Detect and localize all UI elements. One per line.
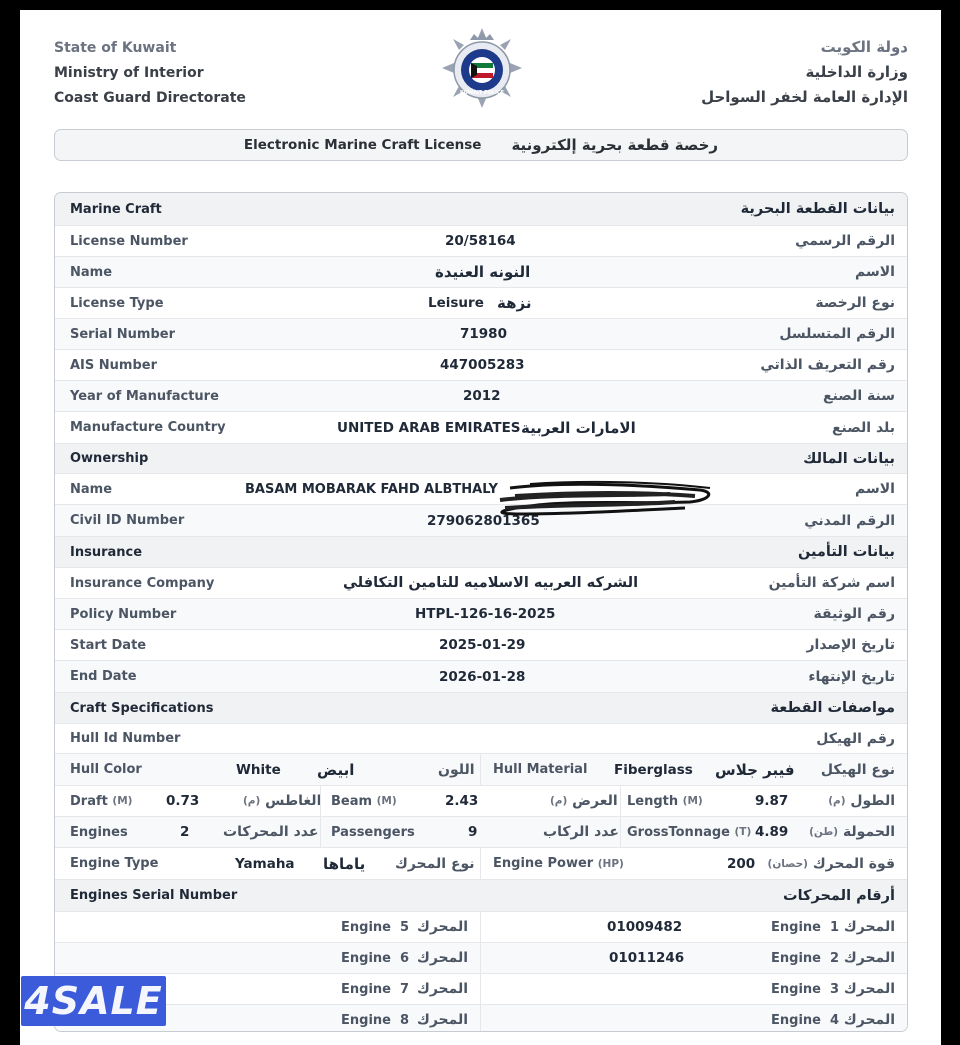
value-ar: الامارات العربية — [521, 418, 636, 437]
engine-type-label-en: Engine Type — [70, 856, 159, 871]
value-ar: نزهة — [497, 294, 532, 312]
engines-value: 2 — [180, 824, 190, 840]
engine-2-label-en: Engine — [771, 950, 821, 966]
label-ar: رقم التعريف الذاتي — [760, 357, 895, 373]
license-title-en: Electronic Marine Craft License — [243, 137, 482, 153]
header-state-ar: دولة الكويت — [820, 38, 908, 56]
section-title-ar: بيانات التأمين — [797, 544, 895, 560]
length-unit-en: (M) — [682, 795, 703, 807]
engine-3-label-en: Engine — [771, 981, 821, 997]
header-arabic — [701, 35, 908, 110]
engine-6-label-en: Engine — [341, 950, 391, 966]
row-start-date — [55, 629, 907, 660]
header-ministry: Ministry of Interior — [54, 65, 204, 81]
header-directorate-ar: الإدارة العامة لخفر السواحل — [701, 88, 908, 106]
label-en: End Date — [70, 669, 137, 684]
tonnage-label-en: GrossTonnage — [627, 824, 730, 840]
length-value: 9.87 — [755, 793, 789, 809]
engine-type-label-ar: نوع المحرك — [395, 855, 475, 872]
engine-5-label-ar: المحرك — [417, 919, 469, 935]
engine-3-num: 3 — [830, 981, 840, 997]
tonnage-unit-en: (T) — [734, 826, 752, 838]
section-specifications — [55, 692, 907, 723]
hull-color-value-ar: ابيض — [317, 760, 355, 779]
label-en: Insurance Company — [70, 575, 215, 591]
label-ar: الرقم المدني — [804, 512, 895, 529]
kuwait-police-emblem-icon — [440, 26, 524, 110]
row-end-date — [55, 660, 907, 692]
label-en: Year of Manufacture — [70, 388, 219, 404]
label-ar: سنة الصنع — [823, 388, 895, 404]
row-engines-2-6 — [55, 942, 907, 973]
section-title-en: Ownership — [70, 451, 149, 466]
value: الشركه العربيه الاسلاميه للتامين التكافلي — [343, 575, 639, 591]
row-serial-number — [55, 318, 907, 349]
header-directorate: Coast Guard Directorate — [54, 90, 246, 106]
row-dimensions — [55, 785, 907, 816]
label-en: Start Date — [70, 637, 147, 653]
redaction-scribble-icon — [470, 480, 720, 520]
engine-1-num: 1 — [830, 919, 840, 935]
label-ar: اسم شركة التأمين — [768, 575, 895, 591]
section-engines-serial — [55, 879, 907, 911]
label-en: License Type — [70, 295, 164, 311]
label-ar: تاريخ الإنتهاء — [808, 668, 895, 685]
section-title-ar: بيانات القطعة البحرية — [740, 201, 895, 217]
license-page — [20, 10, 941, 1045]
section-title-en: Craft Specifications — [70, 700, 214, 716]
header-ministry-ar: وزارة الداخلية — [805, 63, 908, 81]
license-details-card — [54, 192, 908, 1032]
label-en: AIS Number — [70, 357, 158, 373]
license-title-ar: رخصة قطعة بحرية إلكترونية — [511, 136, 719, 154]
draft-unit-ar: (م) — [243, 795, 261, 807]
row-year — [55, 380, 907, 411]
section-marine-craft — [55, 193, 907, 225]
label-en: License Number — [70, 233, 188, 249]
beam-label-ar: العرض — [572, 793, 618, 809]
engine-power-unit-en: (HP) — [597, 857, 624, 870]
value: 20/58164 — [445, 233, 516, 249]
engine-2-serial: 01011246 — [609, 950, 685, 966]
row-hull-color-material — [55, 753, 907, 785]
engine-4-label-en: Engine — [771, 1012, 821, 1028]
hull-material-label-ar: نوع الهيكل — [820, 761, 895, 778]
draft-label-en: Draft — [70, 793, 108, 809]
row-name — [55, 256, 907, 287]
label-ar: نوع الرخصة — [815, 295, 895, 311]
beam-unit-en: (M) — [376, 795, 397, 807]
label-en: Serial Number — [70, 326, 176, 342]
label-ar: بلد الصنع — [831, 419, 895, 436]
label-en: Civil ID Number — [70, 513, 185, 528]
hull-material-label-en: Hull Material — [493, 762, 588, 777]
engine-2-num: 2 — [830, 950, 840, 966]
engine-3-label-ar: المحرك — [843, 981, 895, 997]
engine-4-num: 4 — [830, 1012, 840, 1028]
tonnage-value: 4.89 — [755, 824, 789, 840]
watermark-text: 4SALE — [24, 979, 163, 1023]
value: HTPL-126-16-2025 — [415, 606, 556, 622]
label-en: Policy Number — [70, 606, 177, 622]
row-license-number — [55, 225, 907, 256]
row-engines-3-7 — [55, 973, 907, 1004]
section-ownership — [55, 443, 907, 473]
value-en: Leisure — [428, 295, 484, 311]
label-en: Manufacture Country — [70, 420, 226, 435]
passengers-value: 9 — [468, 824, 478, 840]
label-ar: الاسم — [855, 481, 895, 497]
hull-color-label-en: Hull Color — [70, 762, 142, 777]
passengers-label-en: Passengers — [331, 824, 415, 840]
label-ar: الرقم المتسلسل — [779, 326, 895, 342]
4sale-watermark — [21, 976, 166, 1026]
engine-6-label-ar: المحرك — [417, 950, 469, 966]
engine-1-serial: 01009482 — [607, 919, 683, 935]
section-title-en: Insurance — [70, 544, 143, 560]
row-hull-id — [55, 723, 907, 753]
logo-text: KUWAIT POLICE — [459, 90, 505, 96]
length-label-en: Length — [627, 793, 679, 809]
label-en: Hull Id Number — [70, 731, 181, 746]
beam-unit-ar: (م) — [550, 795, 568, 807]
engine-5-label-en: Engine — [341, 919, 391, 935]
tonnage-label-ar: الحمولة — [842, 824, 895, 840]
length-unit-ar: (م) — [828, 795, 846, 807]
section-title-ar: مواصفات القطعة — [770, 700, 895, 716]
license-title-box — [54, 129, 908, 161]
engine-5-num: 5 — [400, 919, 410, 935]
engine-8-label-ar: المحرك — [417, 1012, 469, 1028]
engine-8-label-en: Engine — [341, 1012, 391, 1028]
row-insurance-company — [55, 567, 907, 598]
label-ar: تاريخ الإصدار — [806, 637, 895, 653]
engine-power-unit-ar: (حصان) — [767, 857, 808, 870]
engine-6-num: 6 — [400, 950, 410, 966]
engine-power-label-en: Engine Power — [493, 856, 594, 871]
draft-value: 0.73 — [166, 793, 200, 809]
header-state: State of Kuwait — [54, 40, 177, 56]
section-title-ar: أرقام المحركات — [783, 887, 895, 904]
row-engine-info — [55, 847, 907, 879]
engine-8-num: 8 — [400, 1012, 410, 1028]
engine-7-num: 7 — [400, 981, 410, 997]
row-engines-4-8 — [55, 1004, 907, 1032]
section-insurance — [55, 536, 907, 567]
engine-power-label-ar: قوة المحرك — [812, 855, 895, 872]
hull-color-value-en: White — [236, 761, 281, 778]
value: 279062801365 — [427, 512, 540, 529]
engine-4-label-ar: المحرك — [843, 1012, 895, 1028]
label-en: Name — [70, 264, 113, 280]
value: 2012 — [463, 388, 501, 404]
label-ar: الرقم الرسمي — [795, 233, 895, 249]
engine-power-value: 200 — [727, 855, 756, 872]
section-title-en: Engines Serial Number — [70, 888, 238, 903]
row-ais-number — [55, 349, 907, 380]
draft-unit-en: (M) — [112, 795, 133, 807]
label-ar: رقم الهيكل — [816, 730, 895, 747]
engines-label-en: Engines — [70, 824, 128, 840]
passengers-label-ar: عدد الركاب — [543, 824, 619, 840]
value: 71980 — [460, 326, 507, 342]
hull-material-value-ar: فيبر جلاس — [715, 760, 795, 779]
row-country — [55, 411, 907, 443]
section-title-ar: بيانات المالك — [803, 450, 895, 467]
draft-label-ar: الغاطس — [265, 793, 322, 809]
label-ar: الاسم — [855, 264, 895, 280]
header-english — [54, 36, 246, 111]
label-en: Name — [70, 481, 113, 497]
value: 2025-01-29 — [439, 637, 526, 653]
beam-label-en: Beam — [331, 793, 373, 809]
hull-material-value-en: Fiberglass — [614, 761, 693, 778]
engine-7-label-ar: المحرك — [417, 981, 469, 997]
hull-color-label-ar: اللون — [438, 761, 475, 778]
engine-2-label-ar: المحرك — [843, 950, 895, 966]
engine-7-label-en: Engine — [341, 981, 391, 997]
engine-1-label-ar: المحرك — [843, 919, 895, 935]
engines-label-ar: عدد المحركات — [223, 824, 319, 840]
value: النونه العنيدة — [435, 263, 531, 281]
tonnage-unit-ar: (طن) — [809, 826, 839, 838]
engine-1-label-en: Engine — [771, 919, 821, 935]
value: 447005283 — [440, 357, 525, 373]
row-counts — [55, 816, 907, 847]
engine-type-value-ar: ياماها — [323, 854, 366, 873]
value-en: UNITED ARAB EMIRATES — [337, 419, 521, 436]
value: 2026-01-28 — [439, 668, 526, 685]
row-policy-number — [55, 598, 907, 629]
row-engines-1-5 — [55, 911, 907, 942]
row-license-type — [55, 287, 907, 318]
value: BASAM MOBARAK FAHD ALBTHALY — [245, 481, 498, 497]
length-label-ar: الطول — [850, 793, 895, 809]
section-title-en: Marine Craft — [70, 201, 162, 217]
label-ar: رقم الوثيقة — [813, 606, 895, 622]
engine-type-value-en: Yamaha — [235, 855, 295, 872]
beam-value: 2.43 — [445, 793, 479, 809]
